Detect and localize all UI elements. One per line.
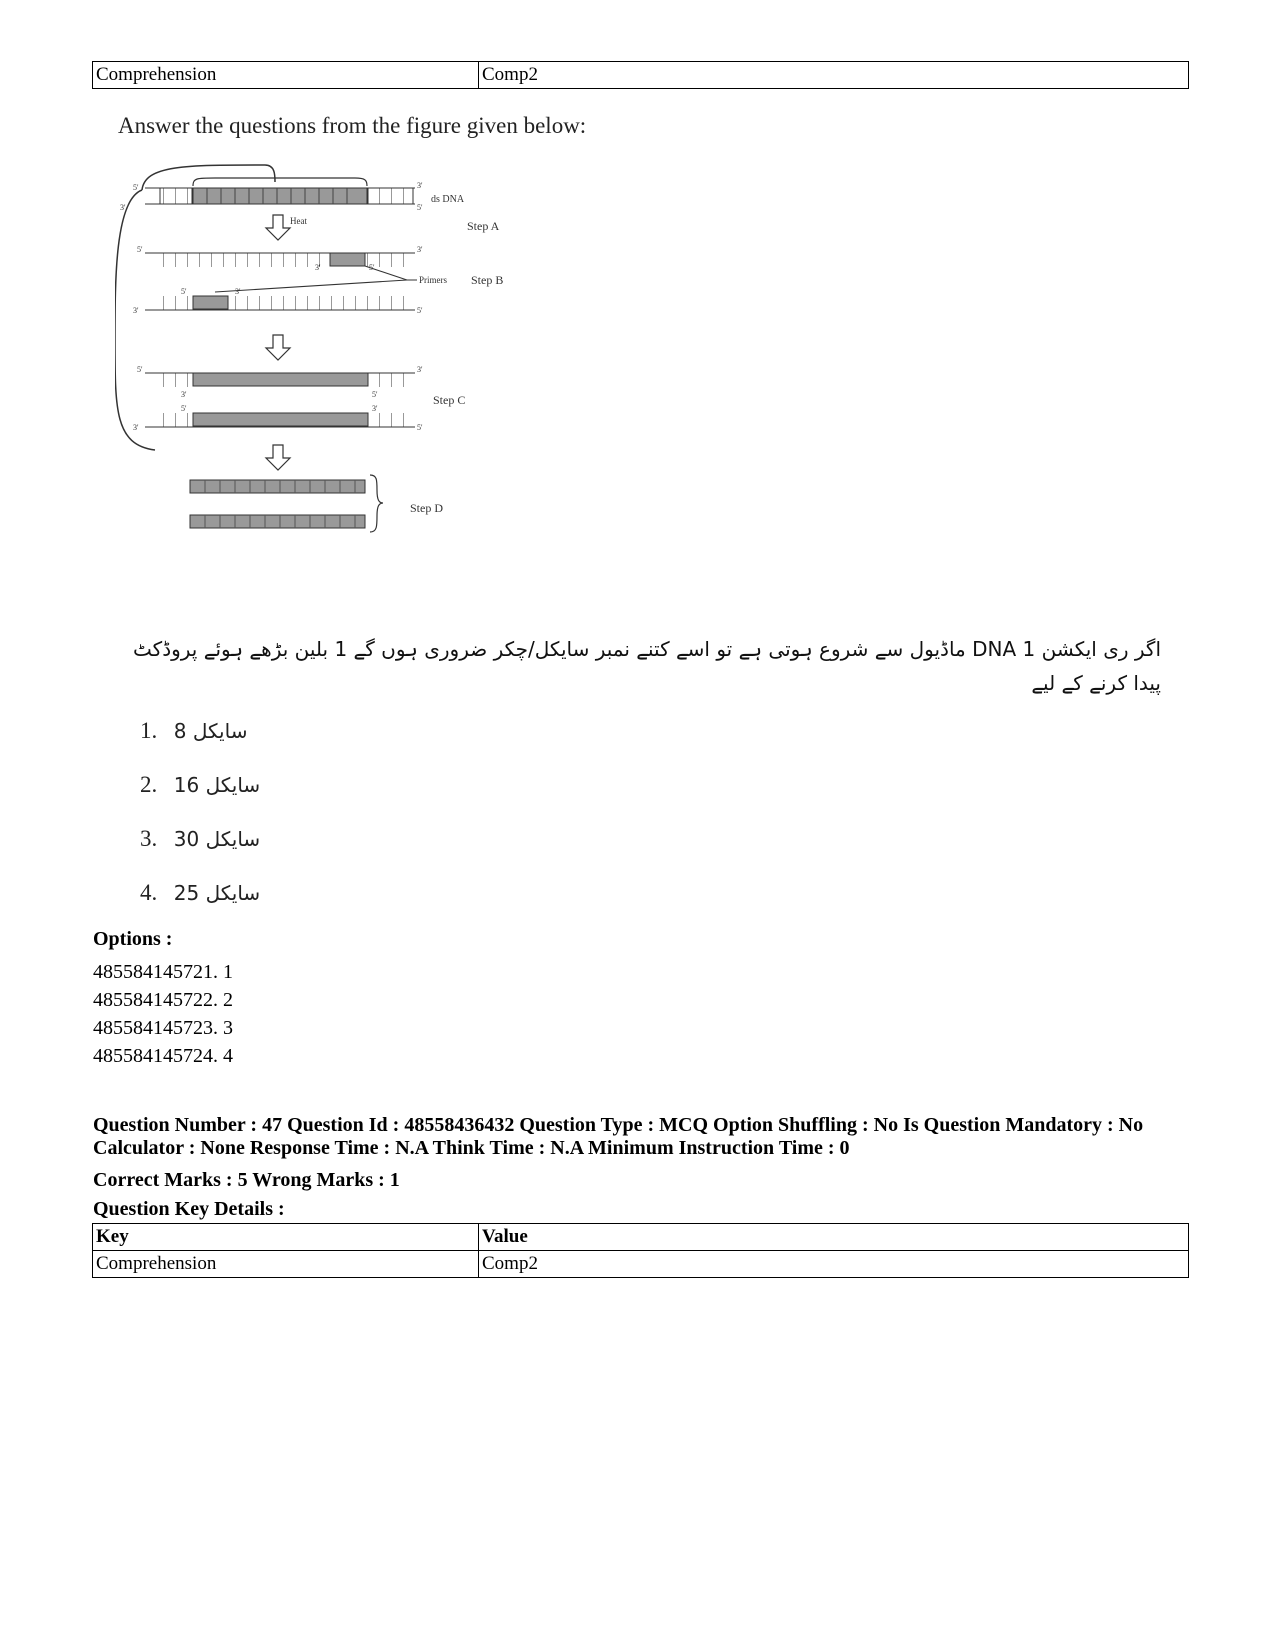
label-5prime-a-top-left: 5' xyxy=(133,183,139,192)
list-item: 3. 30 سایکل xyxy=(140,826,261,851)
label-5prime-a-bottom-right: 5' xyxy=(417,203,423,212)
label-3prime-c1: 3' xyxy=(417,365,423,374)
header-value: Value xyxy=(479,1224,1189,1251)
key-details-table xyxy=(92,1223,1189,1278)
label-3prime-b1: 3' xyxy=(417,245,423,254)
label-3prime-b2: 3' xyxy=(133,306,139,315)
pcr-diagram xyxy=(115,160,525,545)
options-heading: Options : xyxy=(93,928,173,950)
ds-dna-left xyxy=(160,188,192,204)
key-details-heading: Question Key Details : xyxy=(93,1198,285,1220)
product-1 xyxy=(190,480,365,493)
primer-1 xyxy=(330,253,365,266)
option-item: 485584145723. 3 xyxy=(93,1017,233,1039)
brace-top xyxy=(193,178,367,186)
marks-info: Correct Marks : 5 Wrong Marks : 1 xyxy=(93,1169,400,1191)
down-arrow-icon xyxy=(266,445,290,470)
key-cell: Comprehension xyxy=(93,1251,479,1278)
label-3prime-a-bottom-left: 3' xyxy=(120,203,126,212)
ds-dna-right xyxy=(368,188,413,204)
label-5prime-b2: 5' xyxy=(417,306,423,315)
label-step-a: Step A xyxy=(467,219,500,233)
value-cell: Comp2 xyxy=(479,62,1189,89)
comprehension-table xyxy=(92,61,1189,89)
label-5prime-primer-1: 5' xyxy=(369,263,375,272)
label-5prime-c2-inner: 5' xyxy=(181,404,187,413)
primer-2 xyxy=(193,296,228,309)
label-ds-dna: ds DNA xyxy=(431,194,465,205)
options-list xyxy=(93,958,233,1070)
label-primers: Primers xyxy=(419,275,447,285)
label-3prime-c1-inner: 3' xyxy=(181,390,187,399)
answer-choices xyxy=(140,716,260,932)
label-step-c: Step C xyxy=(433,393,466,407)
label-3prime-c2-inner: 3' xyxy=(372,404,378,413)
label-step-b: Step B xyxy=(471,273,504,287)
cycle-loop-line xyxy=(115,190,155,450)
label-5prime-c2: 5' xyxy=(417,423,423,432)
product-2 xyxy=(190,515,365,528)
value-cell: Comp2 xyxy=(479,1251,1189,1278)
label-5prime-c1-inner: 5' xyxy=(372,390,378,399)
instruction-text: Answer the questions from the figure given below: xyxy=(118,113,587,138)
ds-dna-target xyxy=(193,188,367,204)
option-item: 485584145722. 2 xyxy=(93,989,233,1011)
extended-strand-2 xyxy=(193,413,368,426)
label-5prime-c1: 5' xyxy=(137,365,143,374)
table-row xyxy=(93,62,1189,89)
header-key: Key xyxy=(93,1224,479,1251)
label-3prime-a-top-right: 3' xyxy=(417,181,423,190)
brace-right xyxy=(370,475,383,532)
table-row xyxy=(93,1251,1189,1278)
label-step-d: Step D xyxy=(410,501,443,515)
label-3prime-primer-2: 3' xyxy=(235,287,241,296)
extended-strand-1 xyxy=(193,373,368,386)
question-text: اگر ری ایکشن 1 DNA ماڈیول سے شروع ہوتی ہے تو اسے کتنے نمبر سایکل/چکر ضروری ہوں گے 1 بلین بڑھے ہوئے پروڈکٹ پیدا کرنے کے لیے xyxy=(133,637,1161,695)
option-item: 485584145721. 1 xyxy=(93,961,233,983)
list-item: 2. 16 سایکل xyxy=(140,772,261,797)
down-arrow-icon xyxy=(266,335,290,360)
down-arrow-icon xyxy=(266,215,290,240)
list-item: 4. 25 سایکل xyxy=(140,880,261,905)
list-item: 1. 8 سایکل xyxy=(140,718,248,743)
question-meta: Question Number : 47 Question Id : 48558436432 Question Type : MCQ Option Shuffling : No Is Question Mandatory : No Calculator : None Response Time : N.A Think Time : N.A Minimum Instruction Time : 0 xyxy=(93,1114,1144,1159)
label-5prime-b1: 5' xyxy=(137,245,143,254)
label-3prime-primer-1: 3' xyxy=(315,263,321,272)
key-cell: Comprehension xyxy=(93,62,479,89)
label-3prime-c2: 3' xyxy=(133,423,139,432)
label-heat: Heat xyxy=(290,216,307,226)
table-header-row xyxy=(93,1224,1189,1251)
label-5prime-primer-2: 5' xyxy=(181,287,187,296)
option-item: 485584145724. 4 xyxy=(93,1045,233,1067)
